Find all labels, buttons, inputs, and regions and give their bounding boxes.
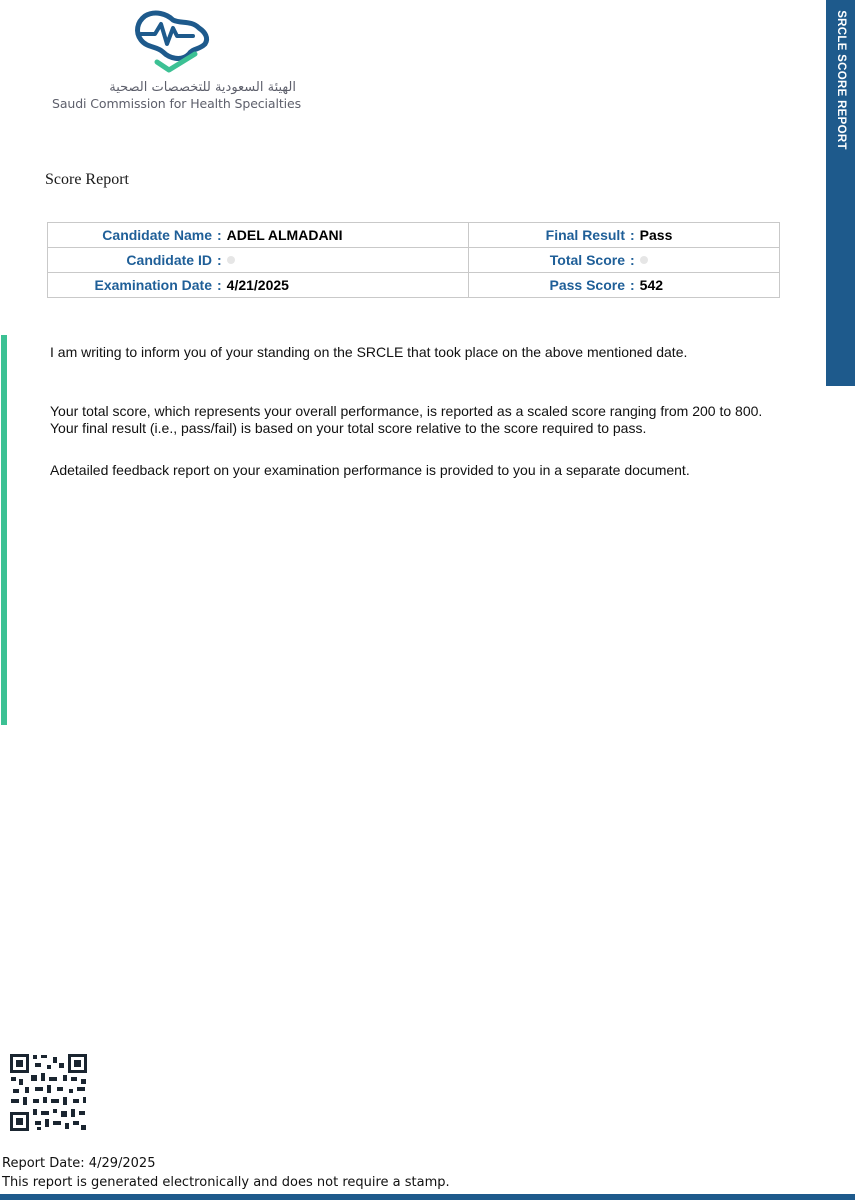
report-date: Report Date: 4/29/2025	[2, 1156, 156, 1171]
side-label	[826, 0, 855, 160]
pass-score-label: Pass Score	[549, 277, 625, 293]
qr-code-icon	[9, 1053, 88, 1132]
footer-rule	[0, 1194, 855, 1200]
table-row	[48, 223, 780, 248]
field-separator: :	[217, 252, 222, 268]
body-paragraph-2: Your total score, which represents your overall performance, is reported as a scaled score ranging from 200 to 800. Your final result (i.e., pass/fail) is based on your total score relative to the score required to pass.	[50, 403, 763, 436]
table-row	[48, 273, 780, 298]
redacted-mark	[640, 256, 648, 264]
page-title: Score Report	[45, 171, 129, 188]
organization-logo	[48, 6, 308, 112]
candidate-info-table	[47, 222, 780, 298]
accent-bar	[1, 335, 7, 725]
exam-date-value: 4/21/2025	[226, 277, 289, 293]
final-result-cell	[469, 223, 780, 248]
candidate-id-cell	[48, 248, 469, 273]
org-name-english: Saudi Commission for Health Specialties	[52, 96, 302, 111]
exam-date-label: Examination Date	[94, 277, 212, 293]
table-row	[48, 248, 780, 273]
candidate-name-label: Candidate Name	[102, 227, 212, 243]
body-paragraph-3: Adetailed feedback report on your examination performance is provided to you in a separate document.	[50, 462, 690, 478]
final-result-label: Final Result	[545, 227, 625, 243]
pass-score-value: 542	[639, 277, 664, 293]
org-name-arabic: الهيئة السعودية للتخصصات الصحية	[109, 80, 296, 95]
field-separator: :	[217, 227, 222, 243]
candidate-id-label: Candidate ID	[126, 252, 212, 268]
side-label-text: SRCLE SCORE REPORT	[834, 10, 847, 150]
total-score-cell	[469, 248, 780, 273]
field-separator: :	[630, 227, 635, 243]
redacted-mark	[227, 256, 235, 264]
field-separator: :	[630, 277, 635, 293]
total-score-label: Total Score	[549, 252, 625, 268]
electronic-note: This report is generated electronically and does not require a stamp.	[2, 1175, 450, 1190]
field-separator: :	[630, 252, 635, 268]
final-result-value: Pass	[639, 227, 673, 243]
field-separator: :	[217, 277, 222, 293]
exam-date-cell	[48, 273, 469, 298]
candidate-name-cell	[48, 223, 469, 248]
body-paragraph-1: I am writing to inform you of your standing on the SRCLE that took place on the above mentioned date.	[50, 344, 688, 360]
scfhs-logo-icon	[133, 8, 213, 74]
pass-score-cell	[469, 273, 780, 298]
candidate-name-value: ADEL ALMADANI	[226, 227, 343, 243]
